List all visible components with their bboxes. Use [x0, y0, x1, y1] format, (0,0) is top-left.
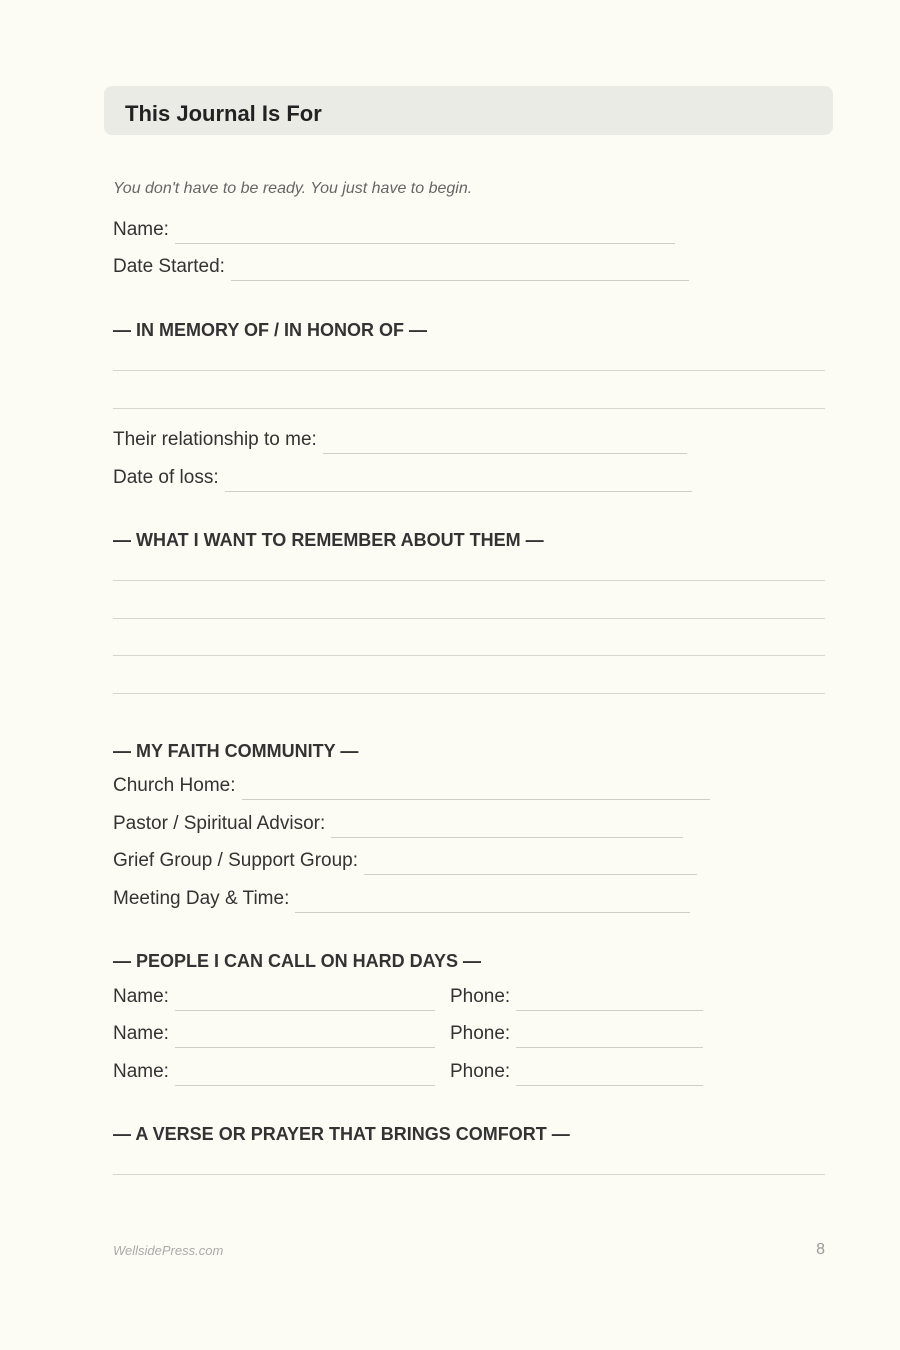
date-of-loss-field [113, 467, 692, 493]
subtitle: You don't have to be ready. You just have to begin. [113, 180, 473, 197]
page-title: This Journal Is For [125, 101, 322, 126]
contact-phone-label: Phone: [449, 1061, 511, 1082]
date-started-line[interactable] [231, 280, 689, 281]
meeting-field [113, 888, 690, 914]
remember-line-2[interactable] [113, 618, 825, 619]
memory-heading: — IN MEMORY OF / IN HONOR OF — [113, 320, 428, 340]
page-number: 8 [816, 1241, 825, 1258]
contact-name-label: Name: [113, 986, 169, 1007]
verse-line-1[interactable] [113, 1174, 825, 1175]
contact-phone-line[interactable] [516, 1010, 703, 1011]
pastor-field [113, 813, 683, 839]
contact-name-label: Name: [113, 1023, 169, 1044]
remember-line-1[interactable] [113, 580, 825, 581]
contact-row-1 [113, 986, 703, 1012]
contact-row-3 [113, 1061, 703, 1087]
pastor-line[interactable] [331, 837, 683, 838]
church-label: Church Home: [113, 775, 236, 796]
remember-line-3[interactable] [113, 655, 825, 656]
date-started-label: Date Started: [113, 256, 225, 277]
remember-heading: — WHAT I WANT TO REMEMBER ABOUT THEM — [113, 530, 544, 550]
relationship-label: Their relationship to me: [113, 429, 317, 450]
date-of-loss-label: Date of loss: [113, 467, 219, 488]
contact-name-line[interactable] [175, 1085, 435, 1086]
page-header [104, 86, 833, 135]
name-line[interactable] [175, 243, 675, 244]
date-of-loss-line[interactable] [225, 491, 692, 492]
group-line[interactable] [364, 874, 697, 875]
people-heading: — PEOPLE I CAN CALL ON HARD DAYS — [113, 951, 482, 971]
contact-phone-line[interactable] [516, 1047, 703, 1048]
pastor-label: Pastor / Spiritual Advisor: [113, 813, 326, 834]
contact-row-2 [113, 1023, 703, 1049]
meeting-label: Meeting Day & Time: [113, 888, 290, 909]
meeting-line[interactable] [295, 912, 690, 913]
contact-phone-label: Phone: [449, 986, 511, 1007]
contact-phone-line[interactable] [516, 1085, 703, 1086]
name-label: Name: [113, 219, 169, 240]
date-started-field [113, 256, 689, 282]
memory-line-1[interactable] [113, 370, 825, 371]
relationship-line[interactable] [323, 453, 687, 454]
verse-heading: — A VERSE OR PRAYER THAT BRINGS COMFORT — [113, 1124, 570, 1144]
contact-phone-label: Phone: [449, 1023, 511, 1044]
group-label: Grief Group / Support Group: [113, 850, 359, 871]
footer-site: WellsidePress.com [113, 1243, 224, 1258]
name-field [113, 219, 675, 245]
group-field [113, 850, 697, 876]
relationship-field [113, 429, 687, 455]
remember-line-4[interactable] [113, 693, 825, 694]
church-line[interactable] [242, 799, 710, 800]
contact-name-line[interactable] [175, 1047, 435, 1048]
contact-name-line[interactable] [175, 1010, 435, 1011]
church-field [113, 775, 710, 801]
memory-line-2[interactable] [113, 408, 825, 409]
contact-name-label: Name: [113, 1061, 169, 1082]
faith-heading: — MY FAITH COMMUNITY — [113, 741, 359, 761]
